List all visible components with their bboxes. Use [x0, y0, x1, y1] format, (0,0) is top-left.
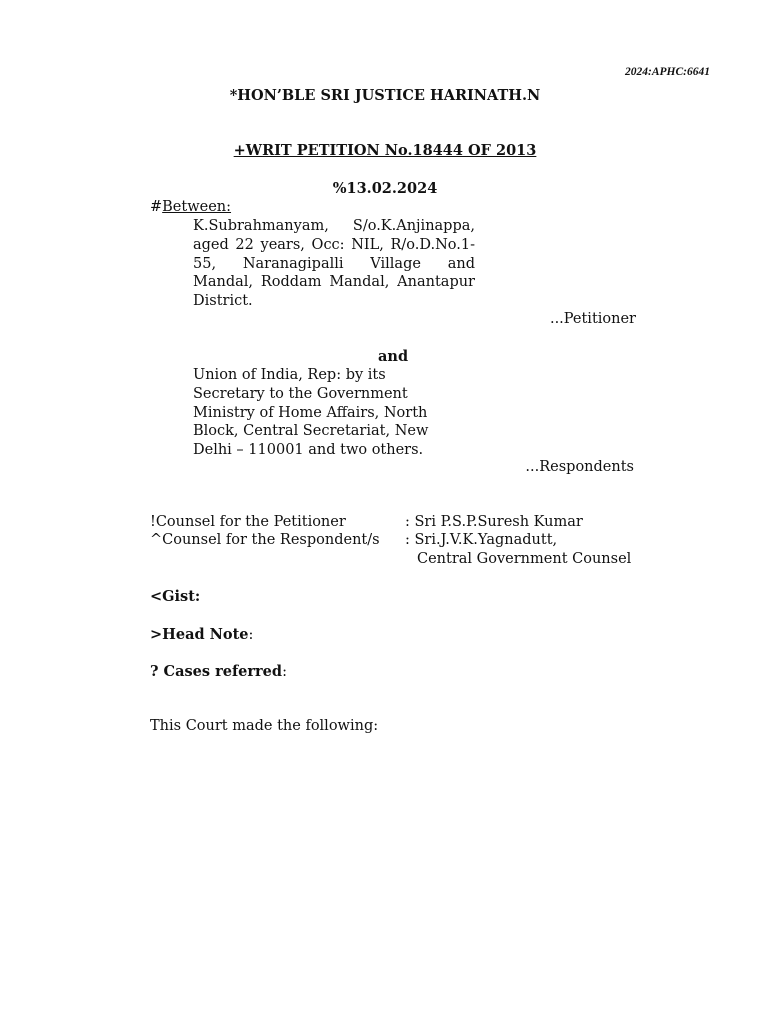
cases-referred-row — [150, 663, 287, 680]
between-heading — [150, 199, 231, 215]
petitioner-line: K.Subrahmanyam, S/o.K.Anjinappa, — [193, 218, 475, 234]
counsel-petitioner-value: : Sri P.S.P.Suresh Kumar — [405, 514, 583, 530]
petitioner-role: ...Petitioner — [549, 311, 636, 327]
judge-heading: *HON’BLE SRI JUSTICE HARINATH.N — [229, 87, 541, 104]
respondent-role: ...Respondents — [525, 459, 634, 475]
head-note-colon: : — [248, 627, 254, 643]
petitioner-line: District. — [193, 293, 253, 310]
gist-label: <Gist: — [150, 588, 201, 605]
counsel-respondent-value: : Sri.J.V.K.Yagnadutt, — [405, 532, 558, 548]
cases-referred-label: ? Cases referred — [150, 663, 283, 680]
petitioner-details — [193, 217, 475, 311]
respondent-line: Union of India, Rep: by its — [193, 367, 386, 383]
respondent-line: Delhi – 110001 and two others. — [193, 442, 424, 459]
respondent-line: Block, Central Secretariat, New — [193, 423, 429, 440]
neutral-citation: 2024:APHC:6641 — [625, 66, 710, 78]
case-title: +WRIT PETITION No.18444 OF 2013 — [233, 142, 537, 159]
petitioner-line: aged 22 years, Occ: NIL, R/o.D.No.1- — [193, 236, 475, 253]
petitioner-line: Mandal, Roddam Mandal, Anantapur — [193, 274, 475, 291]
petitioner-line: 55, Naranagipalli Village and — [193, 255, 475, 272]
head-note-label: >Head Note — [150, 626, 249, 643]
respondent-details — [193, 366, 493, 460]
and-separator: and — [378, 348, 409, 365]
respondent-line: Secretary to the Government — [193, 385, 408, 402]
head-note-row — [150, 626, 253, 643]
between-prefix: # — [150, 199, 163, 215]
counsel-petitioner-label: !Counsel for the Petitioner — [150, 514, 346, 530]
respondent-line: Ministry of Home Affairs, North — [193, 404, 428, 421]
judgment-date: %13.02.2024 — [332, 180, 438, 197]
between-label: Between: — [162, 199, 232, 215]
counsel-respondent-label: ^Counsel for the Respondent/s — [150, 532, 380, 548]
counsel-respondent-designation: Central Government Counsel — [417, 551, 632, 567]
cases-referred-colon: : — [282, 664, 287, 680]
closing-statement: This Court made the following: — [150, 718, 379, 734]
